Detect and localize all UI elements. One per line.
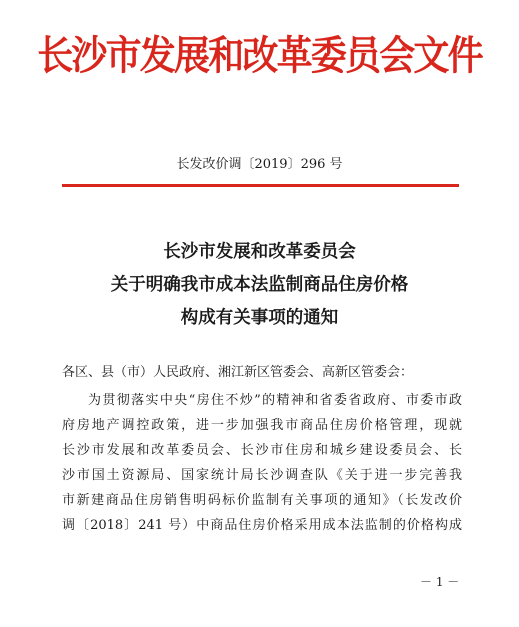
body-line-2: 府房地产调控政策，进一步加强我市商品住房价格管理，现就: [62, 418, 462, 433]
title-line-1: 长沙市发展和改革委员会: [163, 242, 356, 262]
body-line-3: 长沙市发展和改革委员会、长沙市住房和城乡建设委员会、长: [62, 443, 462, 458]
body-line-4: 沙市国土资源局、国家统计局长沙调查队《关于进一步完善我: [62, 468, 462, 483]
title-line-3: 构成有关事项的通知: [180, 308, 339, 328]
masthead-title: 长沙市发展和改革委员会文件: [37, 32, 482, 79]
red-separator-rule: [62, 184, 459, 187]
body-line-5: 市新建商品住房销售明码标价监制有关事项的通知》（长发改价: [62, 493, 462, 508]
addressee-line: 各区、县（市）人民政府、湘江新区管委会、高新区管委会：: [62, 365, 414, 380]
document-title: [0, 236, 519, 335]
body-line-1: 为贯彻落实中央“房住不炒”的精神和省委省政府、市委市政: [88, 393, 462, 408]
document-number: 长发改价调〔2019〕296 号: [176, 157, 343, 172]
body-text: [62, 388, 462, 538]
body-line-6: 调〔2018〕241 号）中商品住房价格采用成本法监制的价格构成: [62, 518, 462, 533]
title-line-2: 关于明确我市成本法监制商品住房价格: [110, 275, 409, 295]
page-number: － 1 －: [420, 575, 460, 589]
